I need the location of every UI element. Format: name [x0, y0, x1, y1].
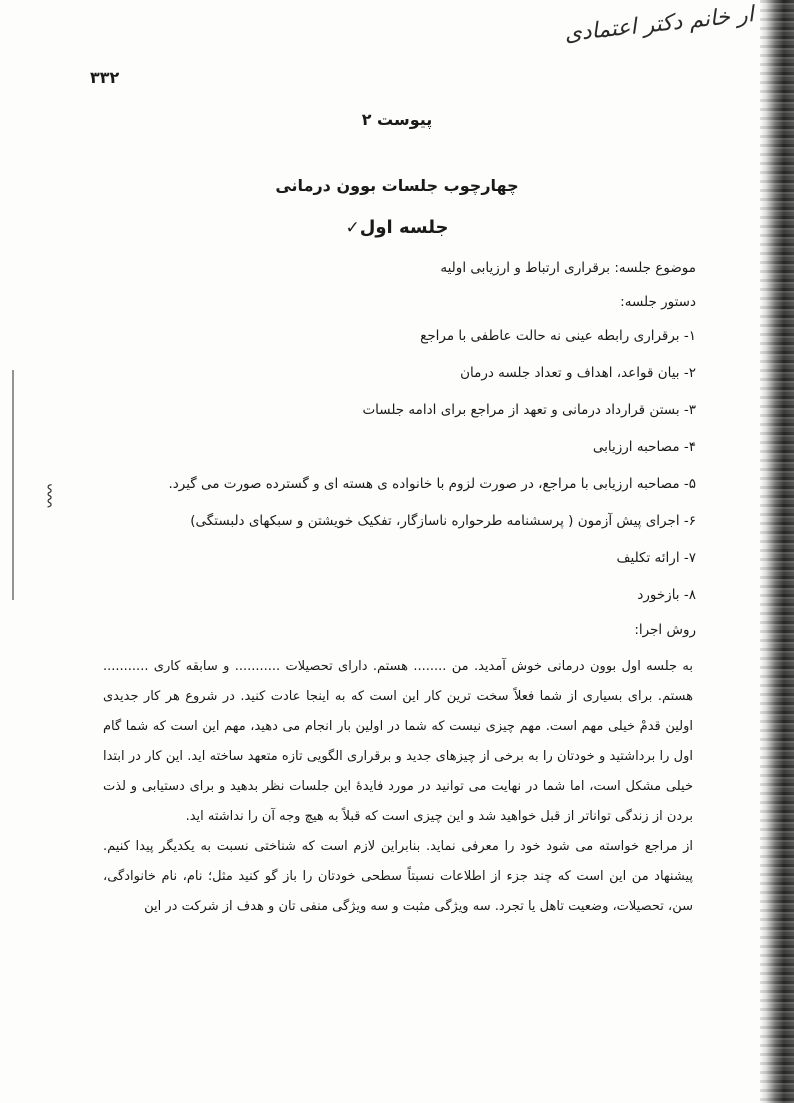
check-mark-icon: ✓	[345, 218, 360, 238]
agenda-item: ۴- مصاحبه ارزیابی	[592, 439, 696, 455]
agenda-title: دستور جلسه:	[620, 294, 696, 310]
session-heading	[0, 217, 794, 238]
session-title: جلسه اول	[359, 217, 449, 238]
agenda-list	[168, 326, 696, 622]
binding-margin-line	[12, 370, 14, 600]
agenda-item: ۵- مصاحبه ارزیابی با مراجع، در صورت لزوم با خانواده ی هسته ای و گسترده صورت می گیرد.	[168, 476, 696, 492]
body-text	[103, 652, 693, 922]
scanned-page-edge	[760, 0, 794, 1103]
paragraph: از مراجع خواسته می شود خود را معرفی نماید. بنابراین لازم است که شناختی نسبت به یکدیگر پیدا کنیم. پیشنهاد من این است که چند جزء از اطلاعات نسبتاً سطحی خودتان را باز گو کنید مثل؛ نام، نام خانوادگی، سن، تحصیلات، وضعیت تاهل یا تجرد. سه ویژگی مثبت و سه ویژگی منفی تان و هدف از شرکت در این	[103, 839, 693, 914]
agenda-item: ۳- بستن قرارداد درمانی و تعهد از مراجع برای ادامه جلسات	[362, 402, 696, 418]
appendix-title: پیوست ۲	[361, 110, 433, 129]
framework-title: چهارچوب جلسات بوون درمانی	[275, 176, 519, 195]
agenda-item: ۲- بیان قواعد، اهداف و تعداد جلسه درمان	[460, 365, 696, 381]
agenda-item: ۸- بازخورد	[637, 587, 696, 603]
handwritten-note: ار خانم دکتر اعتمادی	[563, 2, 755, 47]
margin-handwritten-mark: ⸾	[46, 482, 54, 506]
method-title: روش اجرا:	[634, 622, 696, 638]
session-topic: موضوع جلسه: برقراری ارتباط و ارزیابی اولیه	[440, 260, 696, 276]
agenda-item: ۶- اجرای پیش آزمون ( پرسشنامه طرحواره ناسازگار، تفکیک خویشتن و سبکهای دلبستگی)	[190, 513, 696, 529]
agenda-item: ۷- ارائه تکلیف	[616, 550, 696, 566]
page-number: ۳۳۲	[90, 68, 120, 87]
agenda-item: ۱- برقراری رابطه عینی نه حالت عاطفی با مراجع	[420, 328, 696, 344]
paragraph: به جلسه اول بوون درمانی خوش آمدید. من ........ هستم. دارای تحصیلات ........... و سابقه کاری ........... هستم. برای بسیاری از شما فعلاً سخت ترین کار این است که به اینجا عادت کنید. در شروع هر کار جدیدی اولین قدمْ خیلی مهم است. مهم چیزی نیست که شما در اولین بار انجام می دهید، مهم این است که شما گام اول را برداشتید و خودتان را به برخی از چیزهای جدید و برقراری الگویی تازه متعهد ساخته اید. این کار در ابتدا خیلی مشکل است، اما شما در نهایت می توانید در مورد فایدهٔ این جلسات نظر بدهید و برای دستیابی و لذت بردن از زندگی تواناتر از قبل خواهید شد و این چیزی است که قبلاً به هیچ وجه آن را نداشته اید.	[103, 659, 693, 824]
